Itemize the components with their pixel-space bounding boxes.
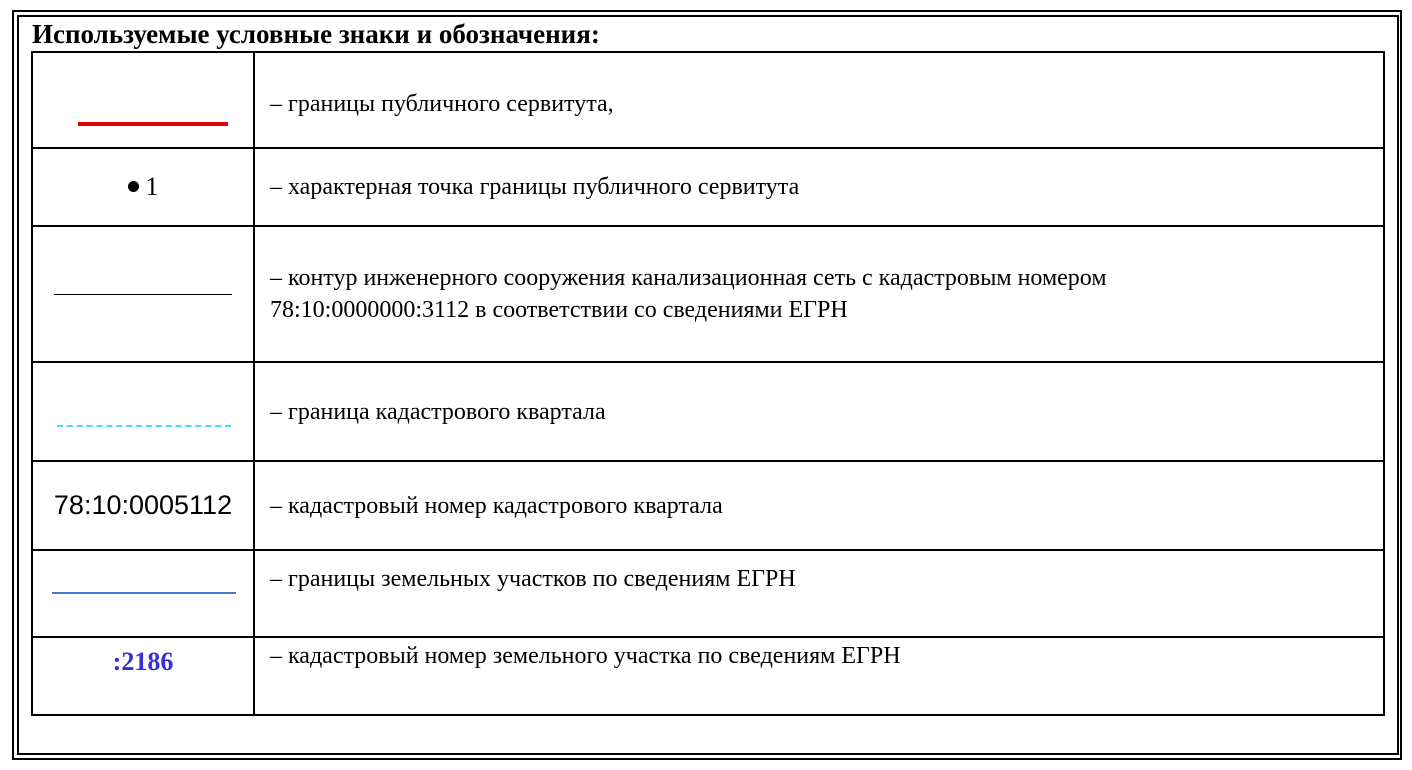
red-solid-line-symbol <box>78 122 228 126</box>
legend-symbol-cell <box>32 148 254 226</box>
legend-symbol-cell <box>32 550 254 637</box>
legend-title: Используемые условные знаки и обозначения: <box>32 19 600 49</box>
legend-description-line2: 78:10:0000000:3112 в соответствии со сведениями ЕГРН <box>270 297 848 323</box>
blue-solid-line-symbol <box>52 592 236 594</box>
legend-symbol-cell <box>32 362 254 461</box>
legend-symbol-cell <box>32 637 254 715</box>
point-symbol <box>128 172 159 201</box>
parcel-number: :2186 <box>112 647 174 676</box>
legend-description: – границы земельных участков по сведениям ЕГРН <box>270 566 796 592</box>
legend-row-easement-boundary <box>32 52 1384 148</box>
black-dot-icon <box>128 181 139 192</box>
legend-description-cell <box>254 362 1384 461</box>
legend-description-cell <box>254 637 1384 715</box>
legend-description: – кадастровый номер кадастрового квартала <box>270 492 723 519</box>
cadastral-quarter-number: 78:10:0005112 <box>53 489 233 520</box>
legend-description-cell <box>254 226 1384 362</box>
legend-description: – границы публичного сервитута, <box>270 91 614 117</box>
legend-table <box>31 51 1385 716</box>
cyan-dashed-line-symbol <box>57 425 231 427</box>
legend-row-engineering-contour <box>32 226 1384 362</box>
legend-symbol-cell <box>32 461 254 550</box>
legend-description: – граница кадастрового квартала <box>270 399 606 425</box>
legend-row-parcel-number <box>32 637 1384 715</box>
legend-description: – характерная точка границы публичного сервитута <box>270 174 800 200</box>
legend-symbol-cell <box>32 52 254 148</box>
legend-row-characteristic-point <box>32 148 1384 226</box>
point-number: 1 <box>145 171 159 201</box>
legend-row-quarter-boundary <box>32 362 1384 461</box>
legend-description-line1: – контур инженерного сооружения канализационная сеть с кадастровым номером <box>270 265 1107 291</box>
legend-description-cell <box>254 148 1384 226</box>
legend-row-quarter-number <box>32 461 1384 550</box>
legend-description-cell <box>254 52 1384 148</box>
legend-symbol-cell <box>32 226 254 362</box>
legend-description: – кадастровый номер земельного участка по сведениям ЕГРН <box>270 643 901 669</box>
legend-description-cell <box>254 461 1384 550</box>
black-solid-line-symbol <box>54 294 232 295</box>
legend-row-parcel-boundary <box>32 550 1384 637</box>
legend-description-cell <box>254 550 1384 637</box>
